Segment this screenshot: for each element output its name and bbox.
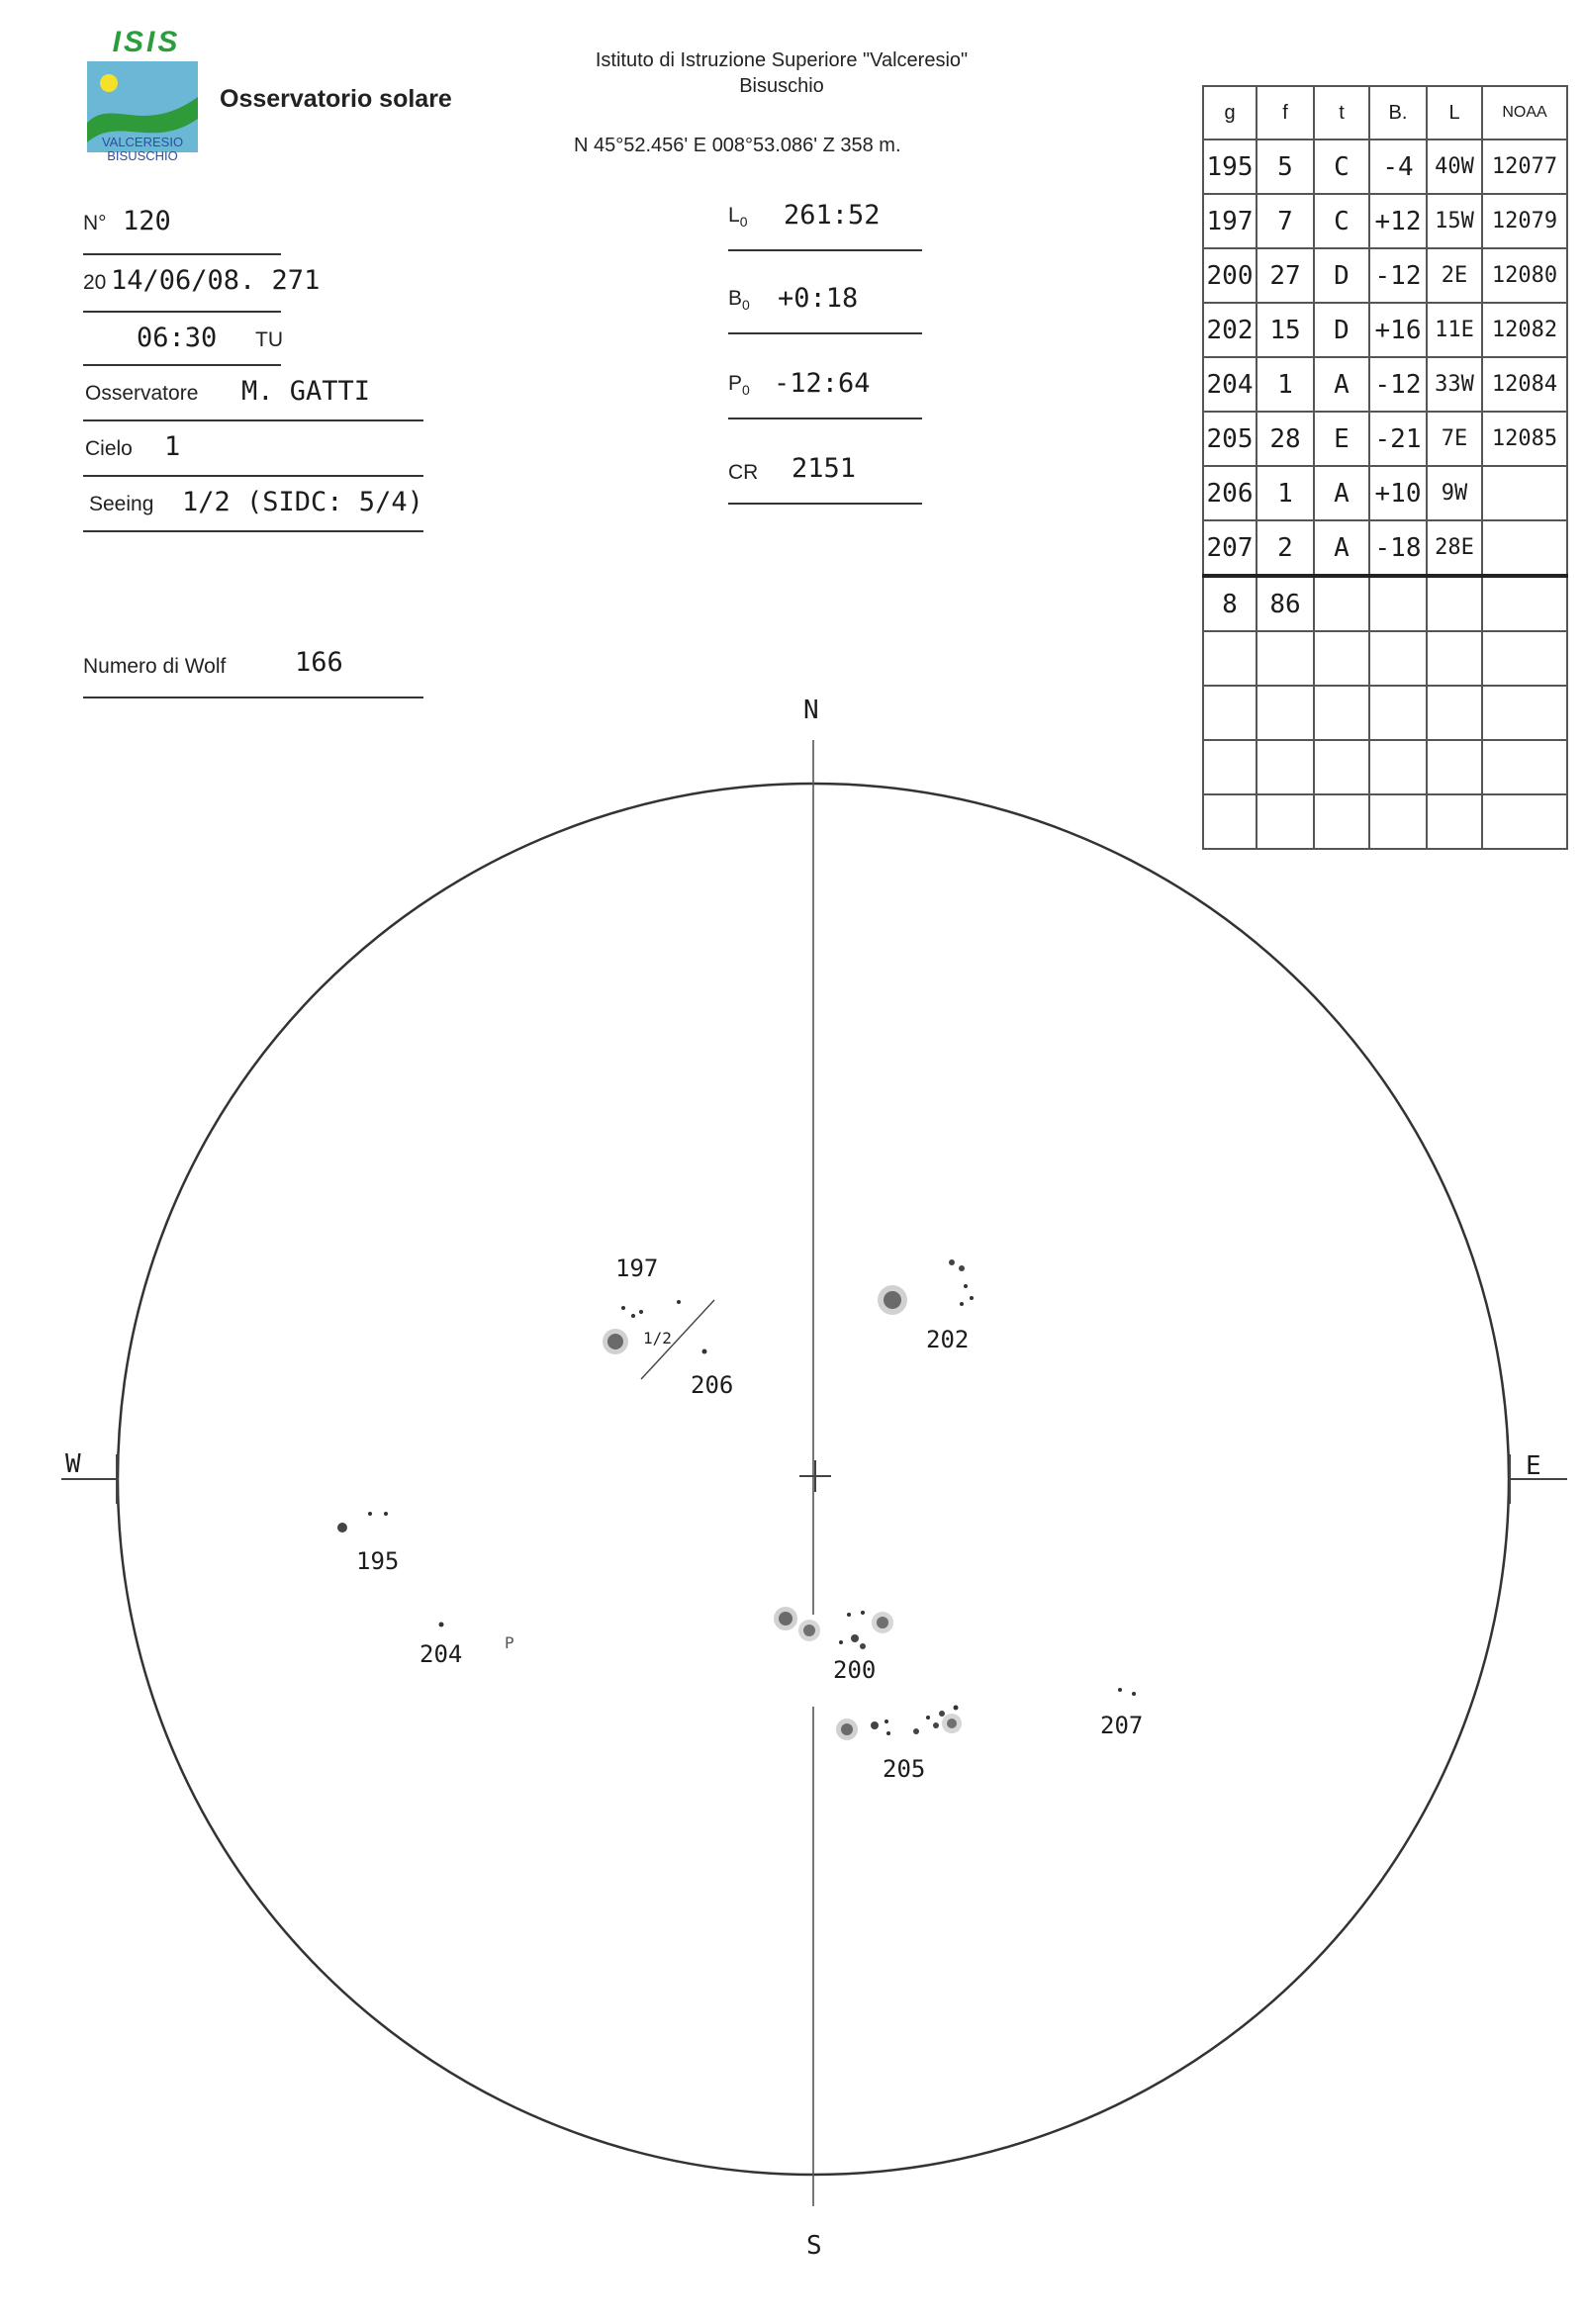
north-label: N (803, 696, 819, 725)
header-noaa: NOAA (1482, 86, 1567, 139)
empty-cell (1427, 740, 1482, 794)
table-row (1203, 194, 1567, 248)
cell-type: C (1314, 139, 1369, 194)
group-label-202: 202 (926, 1326, 970, 1353)
cell-group: 205 (1203, 412, 1257, 466)
cell-longitude: 40W (1427, 139, 1482, 194)
cell-type: C (1314, 194, 1369, 248)
wolf-number-value: 166 (295, 647, 343, 678)
l0-label: $L_0$ (728, 204, 748, 231)
group-label-204: 204 (419, 1640, 463, 1668)
logo-subtitle: VALCERESIO (101, 135, 184, 149)
cell-latitude: -21 (1369, 412, 1427, 466)
cell-noaa (1482, 520, 1567, 576)
empty-cell (1314, 631, 1369, 686)
l0-value: 261:52 (784, 200, 881, 231)
sunspot-penumbra (942, 1714, 962, 1733)
sunspot (885, 1720, 888, 1723)
empty-cell (1203, 794, 1257, 849)
p0-label: $P_0$ (728, 372, 750, 399)
sunspot (631, 1314, 635, 1318)
sunspot (926, 1716, 930, 1720)
sunspot (621, 1306, 625, 1310)
table-row (1203, 466, 1567, 520)
cell-noaa: 12080 (1482, 248, 1567, 303)
group-label-206: 206 (691, 1371, 734, 1399)
sunspot (439, 1623, 444, 1627)
group-label-197: 197 (615, 1255, 659, 1282)
date-prefix: 20 (83, 271, 107, 294)
header-spots: f (1257, 86, 1314, 139)
cell-latitude: -18 (1369, 520, 1427, 576)
group-label-200: 200 (833, 1656, 877, 1684)
sunspot (1132, 1692, 1136, 1696)
site-coordinates: N 45°52.456' E 008°53.086' Z 358 m. (574, 135, 901, 156)
cell-noaa (1482, 466, 1567, 520)
b0-label: $B_0$ (728, 287, 750, 314)
number-underline (83, 253, 281, 255)
empty-cell (1369, 686, 1427, 740)
empty-cell (1257, 686, 1314, 740)
empty-cell (1314, 740, 1369, 794)
cell-group: 207 (1203, 520, 1257, 576)
cell-spots: 1 (1257, 357, 1314, 412)
sunspot (860, 1643, 866, 1649)
empty-cell (1427, 794, 1482, 849)
cell-group: 197 (1203, 194, 1257, 248)
sunspot (847, 1613, 851, 1617)
cell-noaa: 12085 (1482, 412, 1567, 466)
sunspot (970, 1296, 974, 1300)
cr-underline (728, 503, 922, 505)
empty-cell (1314, 686, 1369, 740)
sunspot-group-table (1202, 85, 1568, 850)
empty-cell (1482, 576, 1567, 631)
sunspot (964, 1284, 968, 1288)
cell-longitude: 2E (1427, 248, 1482, 303)
table-header-row (1203, 86, 1567, 139)
cell-longitude: 15W (1427, 194, 1482, 248)
cell-group: 202 (1203, 303, 1257, 357)
observer-underline (83, 419, 423, 421)
sunspot (384, 1512, 388, 1516)
seeing-label: Seeing (89, 493, 154, 515)
sunspot (886, 1731, 890, 1735)
b0-underline (728, 332, 922, 334)
table-row (1203, 139, 1567, 194)
cell-group: 204 (1203, 357, 1257, 412)
observatory-title: Osservatorio solare (220, 85, 452, 113)
group-label-207: 207 (1100, 1712, 1144, 1739)
empty-cell (1314, 794, 1369, 849)
cell-longitude: 33W (1427, 357, 1482, 412)
sunspot (702, 1349, 707, 1354)
cell-spots: 2 (1257, 520, 1314, 576)
sunspot-penumbra (872, 1612, 893, 1633)
empty-cell (1257, 794, 1314, 849)
header-longitude: L (1427, 86, 1482, 139)
p0-underline (728, 418, 922, 419)
empty-cell (1482, 794, 1567, 849)
date-underline (83, 311, 281, 313)
cell-spots: 28 (1257, 412, 1314, 466)
cell-type: A (1314, 520, 1369, 576)
cell-spots: 7 (1257, 194, 1314, 248)
cell-type: A (1314, 466, 1369, 520)
cell-noaa: 12084 (1482, 357, 1567, 412)
empty-cell (1314, 576, 1369, 631)
sky-label: Cielo (85, 437, 133, 460)
east-label: E (1526, 1451, 1541, 1481)
number-value: 120 (123, 206, 171, 236)
sunspot (960, 1302, 964, 1306)
sunspot (871, 1721, 879, 1729)
cell-type: D (1314, 303, 1369, 357)
time-zone-label: TU (255, 328, 283, 351)
empty-table-row (1203, 686, 1567, 740)
sky-value: 1 (164, 431, 181, 462)
sky-underline (83, 475, 423, 477)
empty-cell (1203, 740, 1257, 794)
table-row (1203, 303, 1567, 357)
cell-latitude: -12 (1369, 357, 1427, 412)
sunspot-penumbra (836, 1719, 858, 1740)
table-totals-row (1203, 576, 1567, 631)
empty-cell (1482, 631, 1567, 686)
logo-subtitle-town: BISUSCHIO (107, 148, 178, 163)
group-label-205: 205 (883, 1755, 926, 1783)
cell-spots: 1 (1257, 466, 1314, 520)
empty-cell (1369, 794, 1427, 849)
sunspot-penumbra (774, 1607, 797, 1630)
cell-latitude: +16 (1369, 303, 1427, 357)
cell-type: A (1314, 357, 1369, 412)
sunspot (959, 1265, 965, 1271)
header-type: t (1314, 86, 1369, 139)
cell-longitude: 9W (1427, 466, 1482, 520)
cell-spots: 15 (1257, 303, 1314, 357)
cell-longitude: 11E (1427, 303, 1482, 357)
empty-cell (1257, 740, 1314, 794)
observer-value: M. GATTI (241, 376, 371, 407)
cell-longitude: 7E (1427, 412, 1482, 466)
sunspot (337, 1523, 347, 1533)
cr-value: 2151 (792, 453, 857, 484)
seeing-mark: 1/2 (643, 1329, 672, 1348)
empty-cell (1369, 740, 1427, 794)
logo-wordmark: ISIS (112, 26, 181, 58)
penumbra-mark: P (505, 1633, 514, 1652)
date-value: 14/06/08. 271 (111, 265, 321, 296)
west-label: W (65, 1449, 81, 1479)
cell-spots: 5 (1257, 139, 1314, 194)
total-groups: 8 (1203, 576, 1257, 631)
table-row (1203, 248, 1567, 303)
cell-noaa: 12079 (1482, 194, 1567, 248)
cell-longitude: 28E (1427, 520, 1482, 576)
table-row (1203, 412, 1567, 466)
number-label: N° (83, 212, 107, 234)
sunspot (839, 1640, 843, 1644)
empty-cell (1203, 631, 1257, 686)
sunspot (939, 1711, 945, 1717)
cell-group: 195 (1203, 139, 1257, 194)
time-underline (83, 364, 281, 366)
sunspot (639, 1310, 643, 1314)
sunspot (851, 1634, 859, 1642)
empty-cell (1482, 740, 1567, 794)
wolf-number-label: Numero di Wolf (83, 655, 227, 678)
cell-latitude: -4 (1369, 139, 1427, 194)
sunspot (954, 1706, 959, 1711)
sunspot (677, 1300, 681, 1304)
sunspot-penumbra (878, 1285, 907, 1315)
sunspot (368, 1512, 372, 1516)
cell-spots: 27 (1257, 248, 1314, 303)
header-latitude: B. (1369, 86, 1427, 139)
sunspot (861, 1611, 865, 1615)
sunspot (913, 1728, 919, 1734)
cell-group: 200 (1203, 248, 1257, 303)
total-spots: 86 (1257, 576, 1314, 631)
cr-label: CR (728, 461, 759, 484)
b0-value: +0:18 (778, 283, 859, 314)
cell-group: 206 (1203, 466, 1257, 520)
seeing-underline (83, 530, 423, 532)
sunspot-penumbra (603, 1329, 628, 1354)
sunspot (949, 1259, 955, 1265)
sunspot (1118, 1688, 1122, 1692)
empty-table-row (1203, 740, 1567, 794)
empty-cell (1482, 686, 1567, 740)
cell-noaa: 12077 (1482, 139, 1567, 194)
sunspot-penumbra (798, 1620, 820, 1641)
empty-cell (1427, 631, 1482, 686)
empty-cell (1427, 686, 1482, 740)
wolf-underline (83, 697, 423, 698)
empty-cell (1203, 686, 1257, 740)
cell-noaa: 12082 (1482, 303, 1567, 357)
cell-latitude: -12 (1369, 248, 1427, 303)
p0-value: -12:64 (774, 368, 871, 399)
empty-cell (1257, 631, 1314, 686)
empty-table-row (1203, 631, 1567, 686)
l0-underline (728, 249, 922, 251)
empty-cell (1369, 631, 1427, 686)
time-value: 06:30 (137, 323, 218, 353)
institute-name: Istituto di Istruzione Superiore "Valceresio" (595, 49, 969, 71)
header-group: g (1203, 86, 1257, 139)
group-label-195: 195 (356, 1547, 400, 1575)
south-label: S (806, 2231, 822, 2261)
empty-cell (1369, 576, 1427, 631)
sunspot (933, 1722, 939, 1728)
empty-cell (1427, 576, 1482, 631)
cell-type: E (1314, 412, 1369, 466)
cell-latitude: +10 (1369, 466, 1427, 520)
table-row (1203, 357, 1567, 412)
seeing-value: 1/2 (SIDC: 5/4) (182, 487, 423, 517)
table-row (1203, 520, 1567, 576)
observer-label: Osservatore (85, 382, 199, 405)
cell-latitude: +12 (1369, 194, 1427, 248)
cell-type: D (1314, 248, 1369, 303)
empty-table-row (1203, 794, 1567, 849)
institute-town: Bisuschio (739, 75, 824, 97)
